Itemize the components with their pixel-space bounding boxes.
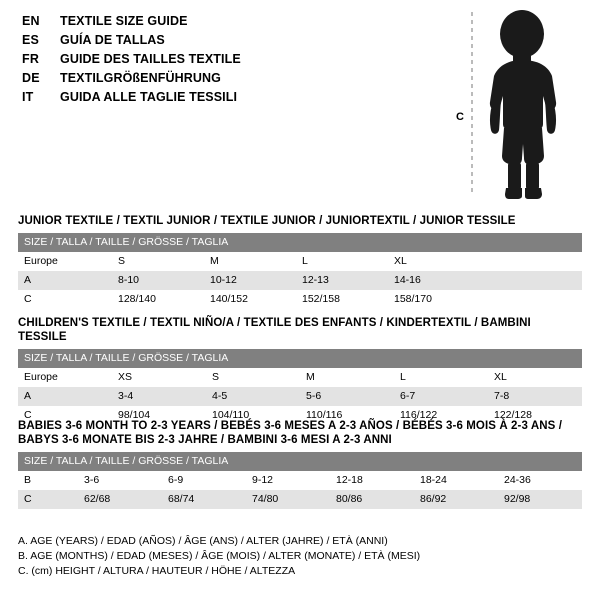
table-header-row	[18, 452, 582, 471]
cell: 7-8	[488, 387, 582, 406]
cell: 3-6	[78, 471, 162, 490]
cell: S	[112, 252, 204, 271]
cell: 6-9	[162, 471, 246, 490]
cell: 12-13	[296, 271, 388, 290]
cell: 152/158	[296, 290, 388, 309]
cell: 98/104	[112, 406, 206, 425]
cell: M	[204, 252, 296, 271]
cell: 18-24	[414, 471, 498, 490]
table-row	[18, 387, 582, 406]
cell: XS	[112, 368, 206, 387]
cell: S	[206, 368, 300, 387]
cell: 86/92	[414, 490, 498, 509]
toddler-silhouette-icon	[460, 6, 580, 206]
legend-line-c: C. (cm) HEIGHT / ALTURA / HAUTEUR / HÖHE / ALTEZZA	[18, 565, 296, 577]
cell: XL	[488, 368, 582, 387]
language-code: EN	[22, 14, 40, 28]
size-header-label: SIZE / TALLA / TAILLE / GRÖSSE / TAGLIA	[18, 452, 582, 471]
language-row	[22, 52, 452, 71]
cell: 140/152	[204, 290, 296, 309]
size-header-label: SIZE / TALLA / TAILLE / GRÖSSE / TAGLIA	[18, 349, 582, 368]
language-title: GUÍA DE TALLAS	[60, 33, 165, 47]
cell: 104/110	[206, 406, 300, 425]
cell: 122/128	[488, 406, 582, 425]
row-label: C	[18, 406, 112, 425]
section-title: JUNIOR TEXTILE / TEXTIL JUNIOR / TEXTILE JUNIOR / JUNIORTEXTIL / JUNIOR TESSILE	[18, 215, 516, 227]
cell: 116/122	[394, 406, 488, 425]
section-junior-textile	[18, 214, 582, 309]
row-label: Europe	[18, 368, 112, 387]
cell: M	[300, 368, 394, 387]
row-label: C	[18, 290, 112, 309]
cell-empty	[480, 271, 582, 290]
section-childrens-textile	[18, 316, 582, 425]
cell-empty	[480, 290, 582, 309]
table-row	[18, 271, 582, 290]
language-row	[22, 14, 452, 33]
cell: 110/116	[300, 406, 394, 425]
cell: 92/98	[498, 490, 582, 509]
cell: 4-5	[206, 387, 300, 406]
cell: 68/74	[162, 490, 246, 509]
row-label: B	[18, 471, 78, 490]
row-label: C	[18, 490, 78, 509]
cell: 9-12	[246, 471, 330, 490]
cell: 8-10	[112, 271, 204, 290]
cell: 14-16	[388, 271, 480, 290]
cell: 12-18	[330, 471, 414, 490]
legend-block	[18, 534, 582, 579]
language-row	[22, 71, 452, 90]
size-header-label: SIZE / TALLA / TAILLE / GRÖSSE / TAGLIA	[18, 233, 582, 252]
childrens-size-table	[18, 349, 582, 425]
junior-size-table	[18, 233, 582, 309]
cell: L	[394, 368, 488, 387]
table-row	[18, 490, 582, 509]
language-title: TEXTILE SIZE GUIDE	[60, 14, 188, 28]
cell: L	[296, 252, 388, 271]
language-title: GUIDE DES TAILLES TEXTILE	[60, 52, 241, 66]
cell-empty	[480, 252, 582, 271]
language-code: FR	[22, 52, 40, 66]
language-row	[22, 90, 452, 109]
cell: 62/68	[78, 490, 162, 509]
cell: 80/86	[330, 490, 414, 509]
cell: 5-6	[300, 387, 394, 406]
cell: 158/170	[388, 290, 480, 309]
legend-line-a: A. AGE (YEARS) / EDAD (AÑOS) / ÂGE (ANS) / ALTER (JAHRE) / ETÀ (ANNI)	[18, 535, 388, 547]
language-header-block	[22, 14, 452, 109]
section-title: BABIES 3-6 MONTH TO 2-3 YEARS / BEBÉS 3-6 MESES A 2-3 AÑOS / BÉBÉS 3-6 MOIS À 2-3 ANS / BABYS 3-6 MONATE BIS 2-3 JAHRE / BAMBINI 3-6 MESI A 2-3 ANNI	[18, 420, 562, 446]
row-label: A	[18, 271, 112, 290]
figure-area	[440, 6, 590, 206]
table-row	[18, 368, 582, 387]
table-row	[18, 471, 582, 490]
table-row	[18, 252, 582, 271]
table-header-row	[18, 233, 582, 252]
table-header-row	[18, 349, 582, 368]
cell: 74/80	[246, 490, 330, 509]
section-babies-textile	[18, 419, 582, 509]
language-row	[22, 33, 452, 52]
cell: 24-36	[498, 471, 582, 490]
language-title: GUIDA ALLE TAGLIE TESSILI	[60, 90, 238, 104]
language-code: ES	[22, 33, 40, 47]
cell: XL	[388, 252, 480, 271]
row-label: A	[18, 387, 112, 406]
legend-line-b: B. AGE (MONTHS) / EDAD (MESES) / ÂGE (MOIS) / ALTER (MONATE) / ETÀ (MESI)	[18, 550, 421, 562]
cell: 128/140	[112, 290, 204, 309]
babies-size-table	[18, 452, 582, 509]
cell: 6-7	[394, 387, 488, 406]
language-code: IT	[22, 90, 34, 104]
height-measure-label: C	[456, 111, 464, 123]
cell: 3-4	[112, 387, 206, 406]
section-title: CHILDREN'S TEXTILE / TEXTIL NIÑO/A / TEXTILE DES ENFANTS / KINDERTEXTIL / BAMBINI TESSILE	[18, 317, 531, 343]
language-title: TEXTILGRÖßENFÜHRUNG	[60, 71, 221, 85]
language-code: DE	[22, 71, 40, 85]
table-row	[18, 290, 582, 309]
cell: 10-12	[204, 271, 296, 290]
row-label: Europe	[18, 252, 112, 271]
